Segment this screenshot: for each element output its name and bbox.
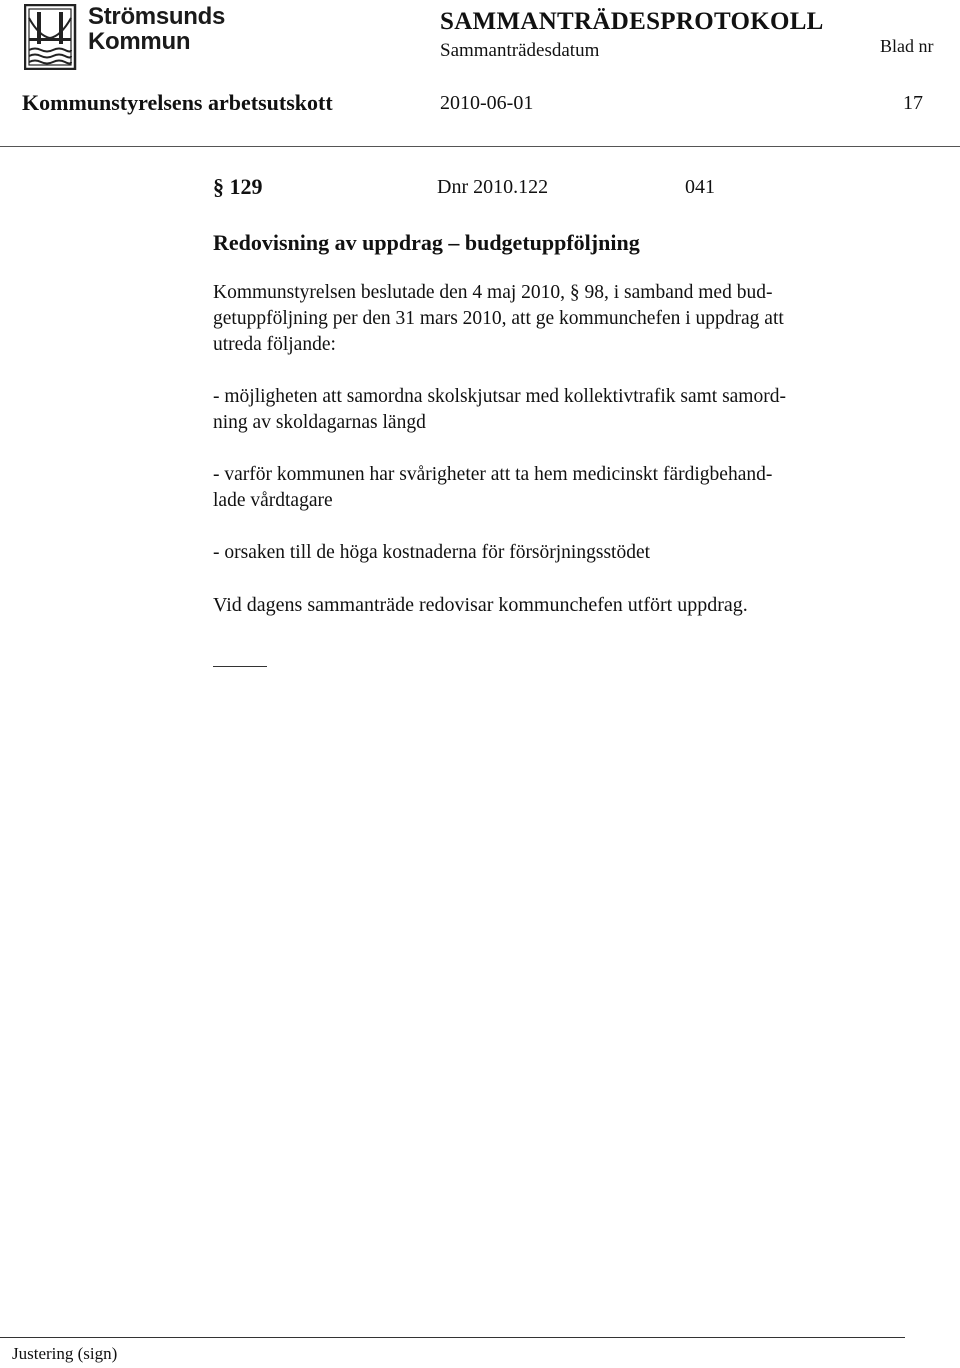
bullet-item: - orsaken till de höga kostnaderna för försörjningsstödet xyxy=(213,542,651,563)
diary-number: Dnr 2010.122 xyxy=(437,176,549,198)
bridge-logo-icon xyxy=(24,4,88,70)
municipality-logo xyxy=(24,4,224,74)
page-number: 17 xyxy=(903,92,923,114)
justering-label: Justering (sign) xyxy=(12,1344,118,1363)
bullet-item: - möjligheten att samordna skolskjutsar med kollektivtrafik samt samord- ning av skoldagarnas längd xyxy=(213,386,786,433)
logo-text xyxy=(88,4,225,54)
conclusion-paragraph: Vid dagens sammanträde redovisar kommunchefen utfört uppdrag. xyxy=(213,594,748,616)
logo-line-1: Strömsunds xyxy=(88,3,226,30)
section-end-divider xyxy=(213,666,267,667)
document-title: SAMMANTRÄDESPROTOKOLL xyxy=(440,8,824,35)
logo-line-2: Kommun xyxy=(88,28,191,55)
body-paragraph: Kommunstyrelsen beslutade den 4 maj 2010, § 98, i samband med bud- getuppföljning per den 31 mars 2010, att ge kommunchefen i uppdrag att utreda följande: xyxy=(213,282,784,355)
page-number-label: Blad nr xyxy=(880,36,934,56)
bullet-item: - varför kommunen har svårigheter att ta hem medicinskt färdigbehand- lade vårdtagare xyxy=(213,464,773,511)
board-name: Kommunstyrelsens arbetsutskott xyxy=(22,90,333,115)
meeting-date: 2010-06-01 xyxy=(440,92,534,114)
header-divider xyxy=(0,146,960,147)
item-title: Redovisning av uppdrag – budgetuppföljning xyxy=(213,230,640,255)
section-number: § 129 xyxy=(213,174,263,199)
footer-divider xyxy=(0,1337,905,1338)
meeting-date-label: Sammanträdesdatum xyxy=(440,40,600,61)
diary-code: 041 xyxy=(685,176,715,198)
